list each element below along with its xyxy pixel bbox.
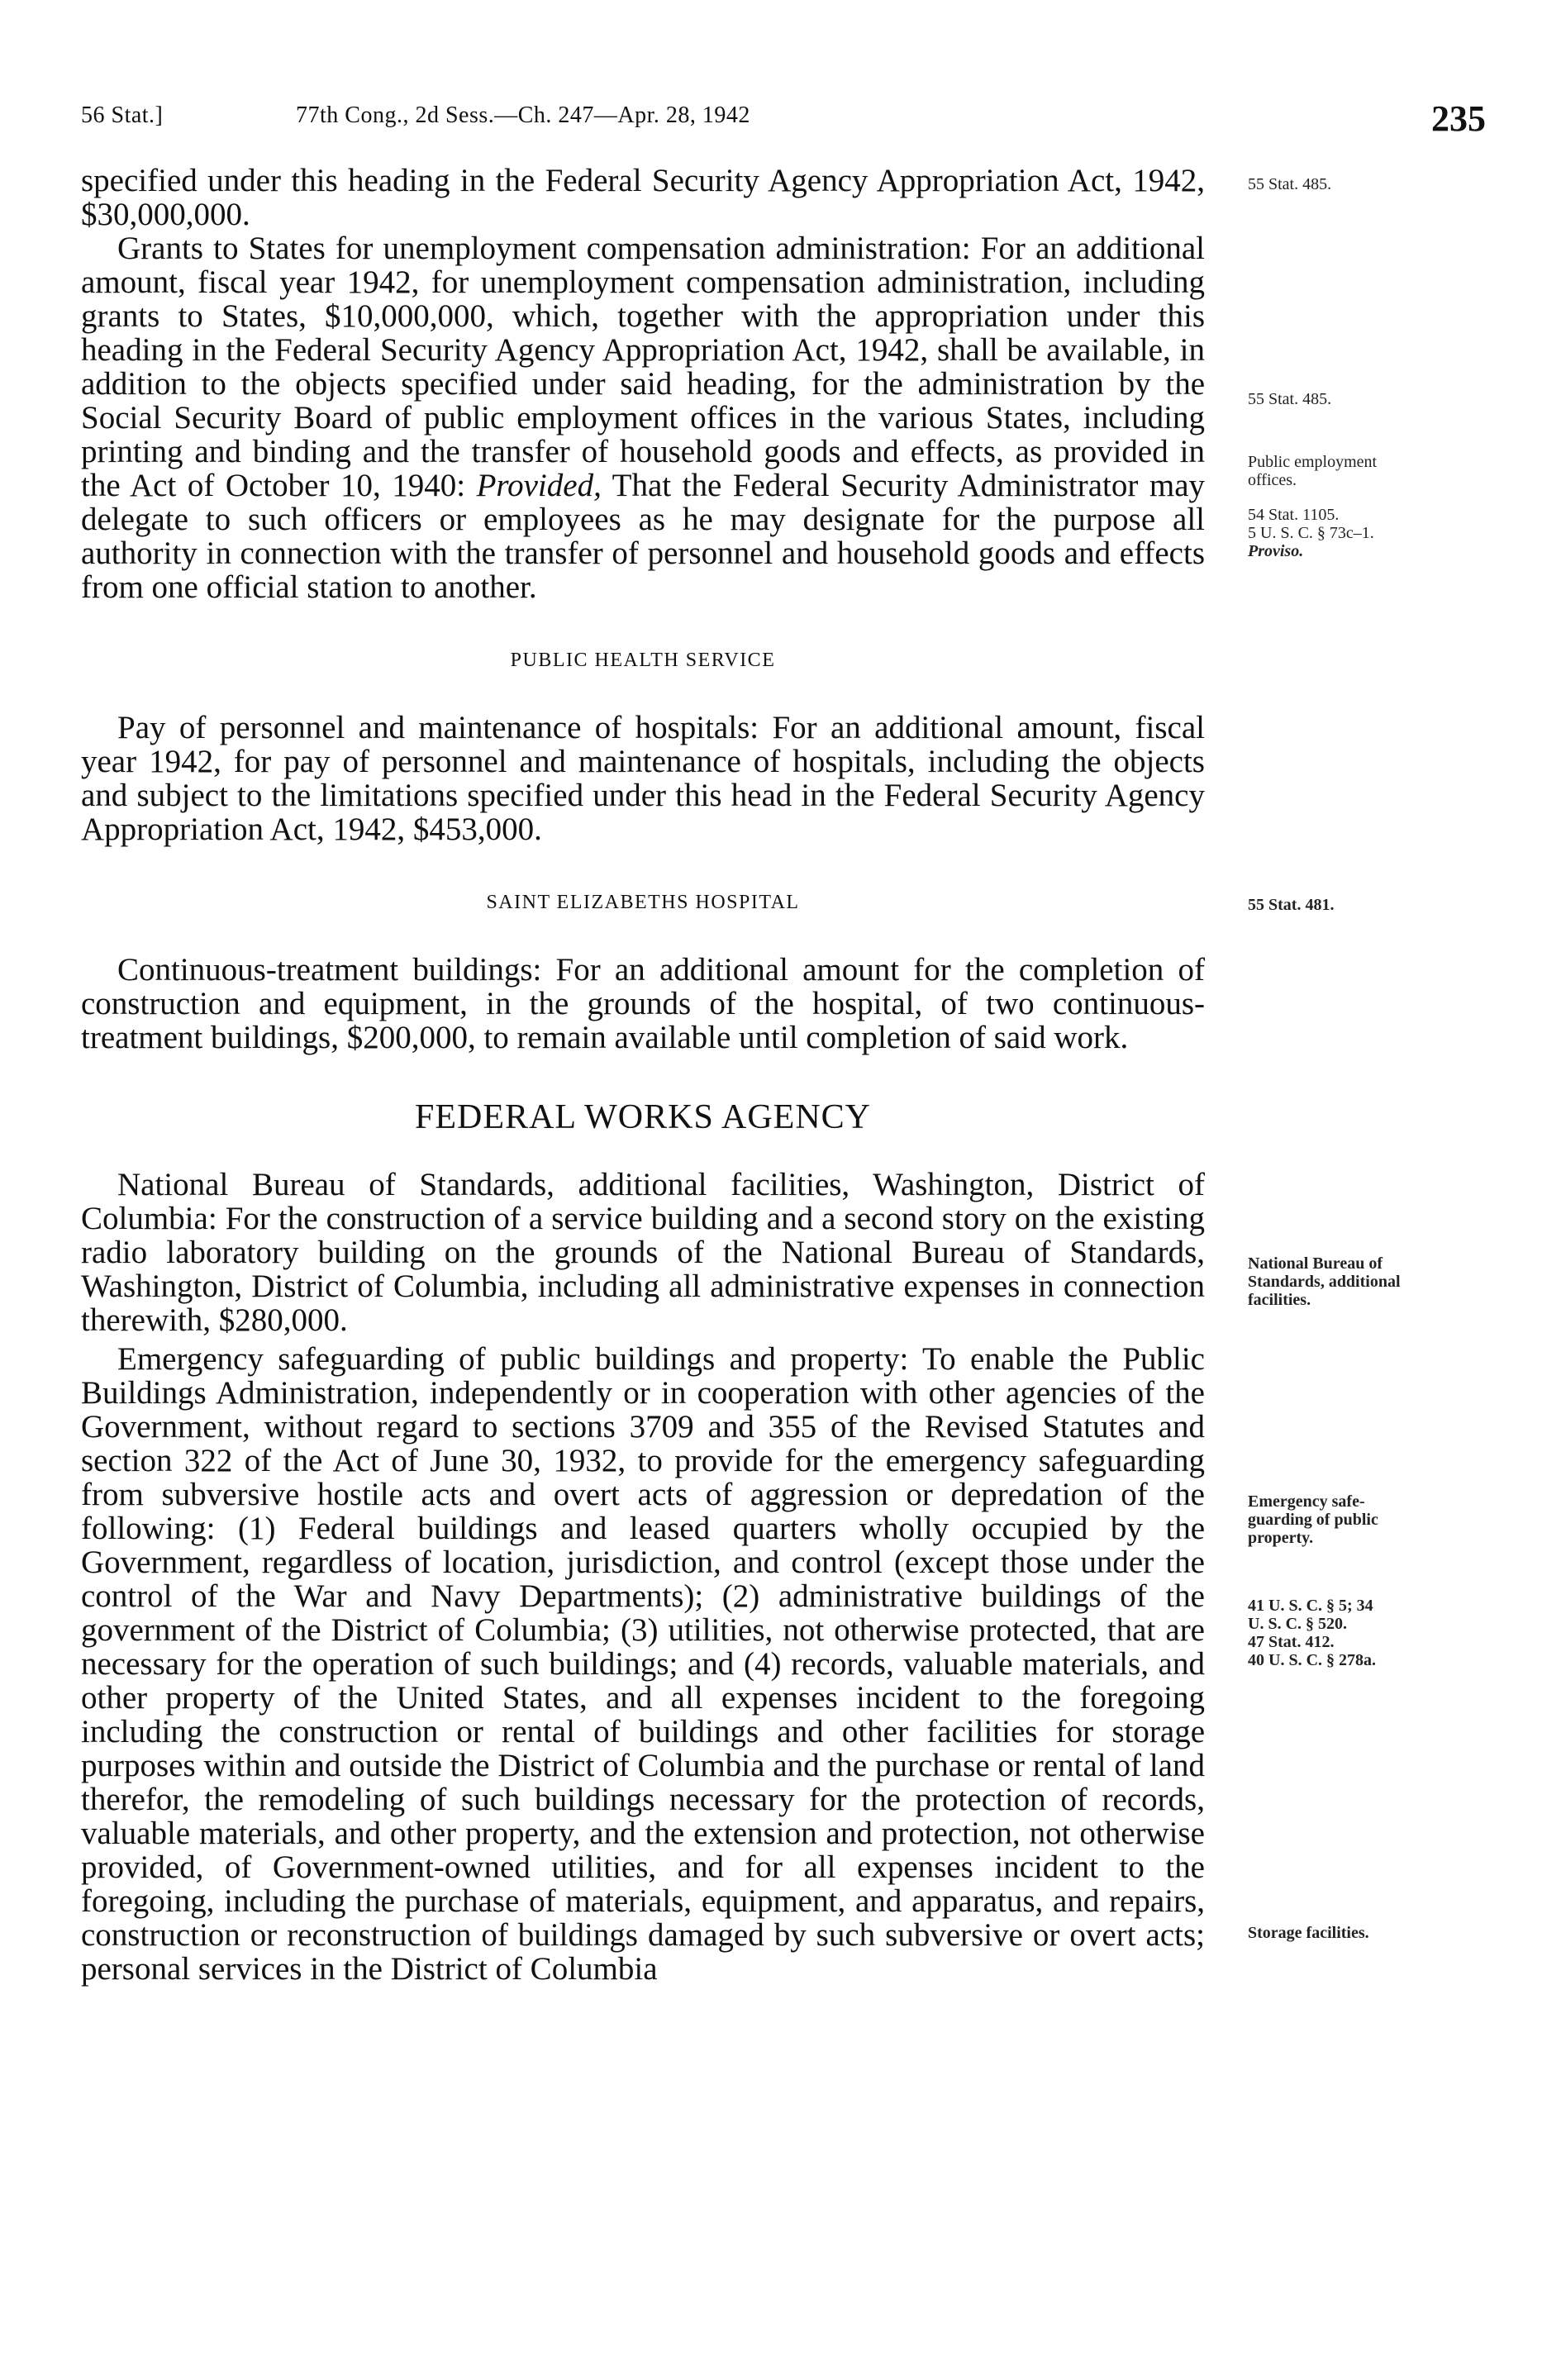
margin-note-text: U. S. C. § 520. xyxy=(1248,1615,1348,1633)
margin-note-text: 54 Stat. 1105. xyxy=(1248,506,1340,524)
section-heading-public-health: PUBLIC HEALTH SERVICE xyxy=(510,650,776,671)
margin-citation xyxy=(1248,896,1521,914)
paragraph-unemployment-grants xyxy=(81,231,1205,604)
paragraph-continuous-treatment: Continuous-treatment buildings: For an additional amount for the completion of construction and equipment, in the grounds of the hospital, of two continuous-treatment buildings, $200,000, to remain available until completion of said work. xyxy=(81,952,1205,1055)
proviso-keyword: Provided, xyxy=(476,468,602,503)
header-volume: 56 Stat.] xyxy=(81,102,164,128)
margin-note-bureau-of-standards xyxy=(1248,1254,1521,1309)
margin-note-storage xyxy=(1248,1924,1521,1942)
margin-citation-group xyxy=(1248,1597,1521,1669)
margin-note-text: 55 Stat. 485. xyxy=(1248,390,1332,408)
margin-note-text: 47 Stat. 412. xyxy=(1248,1633,1335,1651)
section-heading-saint-elizabeths: SAINT ELIZABETHS HOSPITAL xyxy=(486,892,800,913)
paragraph-hospitals: Pay of personnel and maintenance of hospitals: For an additional amount, fiscal year 1942, for pay of personnel and maintenance of hospitals, including the objects and subject to the limitations specified under this head in the Federal Security Agency Appropriation Act, 1942, $453,000. xyxy=(81,710,1205,847)
paragraph-text: Grants to States for unemployment compensation administration: For an additional amount, fiscal year 1942, for unemployment compensation administration, including grants to States, $10,000,000, which, together with the appropriation under this heading in the Federal Security Agency Appropriation Act, 1942, shall be available, in addition to the objects specified under said heading, for the administration by the Social Security Board of public employment offices in the various States, including printing and binding and the transfer of household goods and effects, as provided in the Act of October 10, 1940: xyxy=(81,231,1205,503)
margin-note-text: Emergency safe- xyxy=(1248,1492,1365,1511)
margin-note-text: offices. xyxy=(1248,471,1297,489)
margin-citation-group xyxy=(1248,506,1521,560)
margin-note-text: 40 U. S. C. § 278a. xyxy=(1248,1651,1377,1669)
main-text-column xyxy=(81,164,1205,1986)
header-session-chapter: 77th Cong., 2d Sess.—Ch. 247—Apr. 28, 1942 xyxy=(296,102,750,128)
paragraph-bureau-of-standards: National Bureau of Standards, additional facilities, Washington, District of Columbia: For the construction of a service building and a second story on the existing radio laboratory building on the grounds of the National Bureau of Standards, Washington, District of Columbia, including all administrative expenses in connection therewith, $280,000. xyxy=(81,1167,1205,1338)
margin-note-text: Public employment xyxy=(1248,453,1378,471)
margin-note-public-employment xyxy=(1248,453,1521,489)
margin-citation xyxy=(1248,390,1521,408)
margin-citation xyxy=(1248,175,1521,193)
margin-note-text: National Bureau of xyxy=(1248,1254,1383,1273)
margin-note-proviso: Proviso. xyxy=(1248,542,1304,560)
paragraph-continued: specified under this heading in the Federal Security Agency Appropriation Act, 1942, $30,000,000. xyxy=(81,163,1205,232)
margin-note-emergency-safeguarding xyxy=(1248,1492,1521,1547)
paragraph-emergency-safeguarding: Emergency safeguarding of public buildings and property: To enable the Public Buildings Administration, independently or in cooperation with other agencies of the Government, without regard to sections 3709 and 355 of the Revised Statutes and section 322 of the Act of June 30, 1932, to provide for the emergency safeguarding from subversive hostile acts and overt acts of aggression or depredation of the following: (1) Federal buildings and leased quarters wholly occupied by the Government, regardless of location, jurisdiction, and control (except those under the control of the War and Navy Departments); (2) administrative buildings of the government of the District of Columbia; (3) utilities, not otherwise protected, that are necessary for the operation of such buildings; and (4) records, valuable materials, and other property of the United States, and all expenses incident to the foregoing including the construction or rental of buildings and other facilities for storage purposes within and outside the District of Columbia and the purchase or rental of land therefor, the remodeling of such buildings necessary for the protection of records, valuable materials, and other property, and the extension and protection, not otherwise provided, of Government-owned utilities, and for all expenses incident to the foregoing, including the purchase of materials, equipment, and apparatus, and repairs, construction or reconstruction of buildings damaged by such subversive or overt acts; personal services in the District of Columbia xyxy=(81,1341,1205,1987)
page-number: 235 xyxy=(1431,98,1486,139)
margin-note-text: 55 Stat. 481. xyxy=(1248,896,1335,914)
margin-note-text: 5 U. S. C. § 73c–1. xyxy=(1248,524,1374,542)
margin-note-text: 41 U. S. C. § 5; 34 xyxy=(1248,1597,1373,1615)
margin-note-text: Standards, additional xyxy=(1248,1273,1401,1291)
paragraph-text: That the Federal Security Administrator may delegate to such officers or employees as he may designate for the purpose all authority in connection with the transfer of personnel and household goods and effects from one official station to another. xyxy=(81,468,1206,605)
margin-note-text: facilities. xyxy=(1248,1291,1311,1309)
running-header xyxy=(81,98,1486,147)
margin-note-text: 55 Stat. 485. xyxy=(1248,175,1332,193)
margin-note-text: Storage facilities. xyxy=(1248,1924,1369,1942)
margin-note-text: property. xyxy=(1248,1529,1314,1547)
margin-note-text: guarding of public xyxy=(1248,1511,1378,1529)
section-heading-federal-works: FEDERAL WORKS AGENCY xyxy=(414,1098,872,1136)
